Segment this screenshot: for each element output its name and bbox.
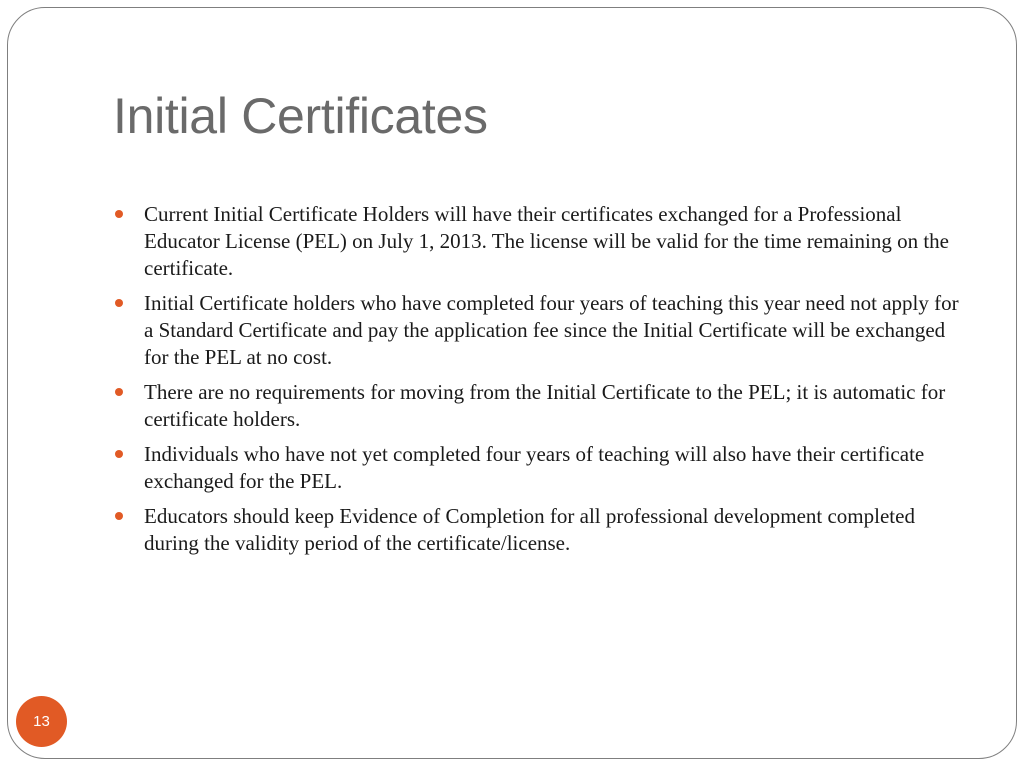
page-number: 13 — [33, 713, 50, 730]
bullet-item — [113, 290, 963, 371]
bullet-list — [113, 201, 963, 565]
bullet-dot-icon — [115, 299, 123, 307]
bullet-item — [113, 503, 963, 557]
bullet-dot-icon — [115, 210, 123, 218]
page-number-badge — [16, 696, 67, 747]
bullet-text: Current Initial Certificate Holders will have their certificates exchanged for a Professional Educator License (PEL) on July 1, 2013. The license will be valid for the time remaining on the certificate. — [144, 202, 949, 280]
bullet-dot-icon — [115, 450, 123, 458]
bullet-item — [113, 379, 963, 433]
bullet-dot-icon — [115, 512, 123, 520]
bullet-item — [113, 201, 963, 282]
bullet-item — [113, 441, 963, 495]
bullet-text: Initial Certificate holders who have completed four years of teaching this year need not apply for a Standard Certificate and pay the application fee since the Initial Certificate will be exchanged for the PEL at no cost. — [144, 291, 959, 369]
slide-title: Initial Certificates — [113, 88, 488, 144]
bullet-text: Educators should keep Evidence of Completion for all professional development completed during the validity period of the certificate/license. — [144, 504, 915, 555]
bullet-dot-icon — [115, 388, 123, 396]
bullet-text: There are no requirements for moving from the Initial Certificate to the PEL; it is automatic for certificate holders. — [144, 380, 946, 431]
bullet-text: Individuals who have not yet completed four years of teaching will also have their certificate exchanged for the PEL. — [144, 442, 925, 493]
